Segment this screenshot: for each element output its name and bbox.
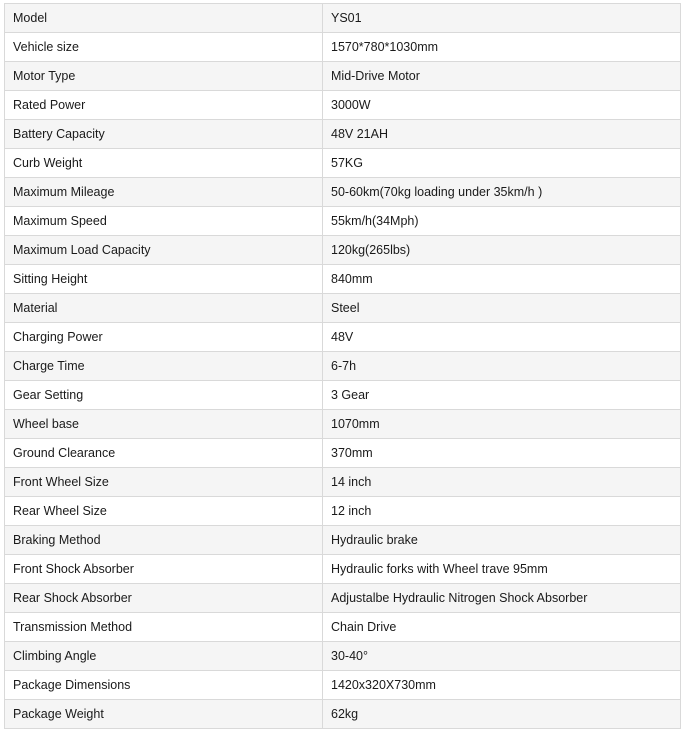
spec-label: Model: [5, 4, 323, 33]
spec-table: [4, 3, 681, 729]
spec-value: 370mm: [323, 439, 681, 468]
spec-value: Steel: [323, 294, 681, 323]
table-row: [5, 381, 681, 410]
spec-value: Chain Drive: [323, 613, 681, 642]
spec-value: YS01: [323, 4, 681, 33]
spec-label: Curb Weight: [5, 149, 323, 178]
spec-label: Front Shock Absorber: [5, 555, 323, 584]
spec-value: 3 Gear: [323, 381, 681, 410]
table-row: [5, 149, 681, 178]
spec-label: Gear Setting: [5, 381, 323, 410]
table-row: [5, 439, 681, 468]
spec-value: 3000W: [323, 91, 681, 120]
table-row: [5, 4, 681, 33]
table-row: [5, 178, 681, 207]
table-row: [5, 294, 681, 323]
spec-label: Ground Clearance: [5, 439, 323, 468]
spec-value: 1070mm: [323, 410, 681, 439]
spec-label: Front Wheel Size: [5, 468, 323, 497]
spec-label: Maximum Load Capacity: [5, 236, 323, 265]
spec-label: Package Weight: [5, 700, 323, 729]
spec-label: Charging Power: [5, 323, 323, 352]
spec-value: Mid-Drive Motor: [323, 62, 681, 91]
spec-label: Sitting Height: [5, 265, 323, 294]
spec-value: 50-60km(70kg loading under 35km/h ): [323, 178, 681, 207]
spec-value: Hydraulic forks with Wheel trave 95mm: [323, 555, 681, 584]
table-row: [5, 62, 681, 91]
spec-value: 1420x320X730mm: [323, 671, 681, 700]
table-row: [5, 526, 681, 555]
table-row: [5, 91, 681, 120]
spec-label: Charge Time: [5, 352, 323, 381]
spec-label: Vehicle size: [5, 33, 323, 62]
table-row: [5, 584, 681, 613]
spec-table-body: [5, 4, 681, 729]
spec-value: 55km/h(34Mph): [323, 207, 681, 236]
spec-value: 14 inch: [323, 468, 681, 497]
spec-label: Material: [5, 294, 323, 323]
spec-label: Battery Capacity: [5, 120, 323, 149]
spec-label: Climbing Angle: [5, 642, 323, 671]
spec-label: Wheel base: [5, 410, 323, 439]
table-row: [5, 613, 681, 642]
spec-value: 30-40°: [323, 642, 681, 671]
spec-value: Adjustalbe Hydraulic Nitrogen Shock Absorber: [323, 584, 681, 613]
table-row: [5, 642, 681, 671]
spec-value: 12 inch: [323, 497, 681, 526]
spec-label: Braking Method: [5, 526, 323, 555]
spec-label: Transmission Method: [5, 613, 323, 642]
table-row: [5, 120, 681, 149]
table-row: [5, 265, 681, 294]
table-row: [5, 352, 681, 381]
spec-label: Maximum Mileage: [5, 178, 323, 207]
spec-value: 1570*780*1030mm: [323, 33, 681, 62]
spec-label: Rear Wheel Size: [5, 497, 323, 526]
table-row: [5, 323, 681, 352]
spec-label: Rated Power: [5, 91, 323, 120]
spec-value: 48V 21AH: [323, 120, 681, 149]
table-row: [5, 497, 681, 526]
spec-value: Hydraulic brake: [323, 526, 681, 555]
table-row: [5, 33, 681, 62]
spec-value: 120kg(265lbs): [323, 236, 681, 265]
spec-label: Package Dimensions: [5, 671, 323, 700]
spec-label: Maximum Speed: [5, 207, 323, 236]
spec-label: Rear Shock Absorber: [5, 584, 323, 613]
table-row: [5, 468, 681, 497]
spec-value: 6-7h: [323, 352, 681, 381]
spec-value: 57KG: [323, 149, 681, 178]
table-row: [5, 700, 681, 729]
spec-value: 840mm: [323, 265, 681, 294]
table-row: [5, 236, 681, 265]
spec-value: 48V: [323, 323, 681, 352]
table-row: [5, 207, 681, 236]
spec-value: 62kg: [323, 700, 681, 729]
table-row: [5, 555, 681, 584]
table-row: [5, 671, 681, 700]
spec-label: Motor Type: [5, 62, 323, 91]
table-row: [5, 410, 681, 439]
